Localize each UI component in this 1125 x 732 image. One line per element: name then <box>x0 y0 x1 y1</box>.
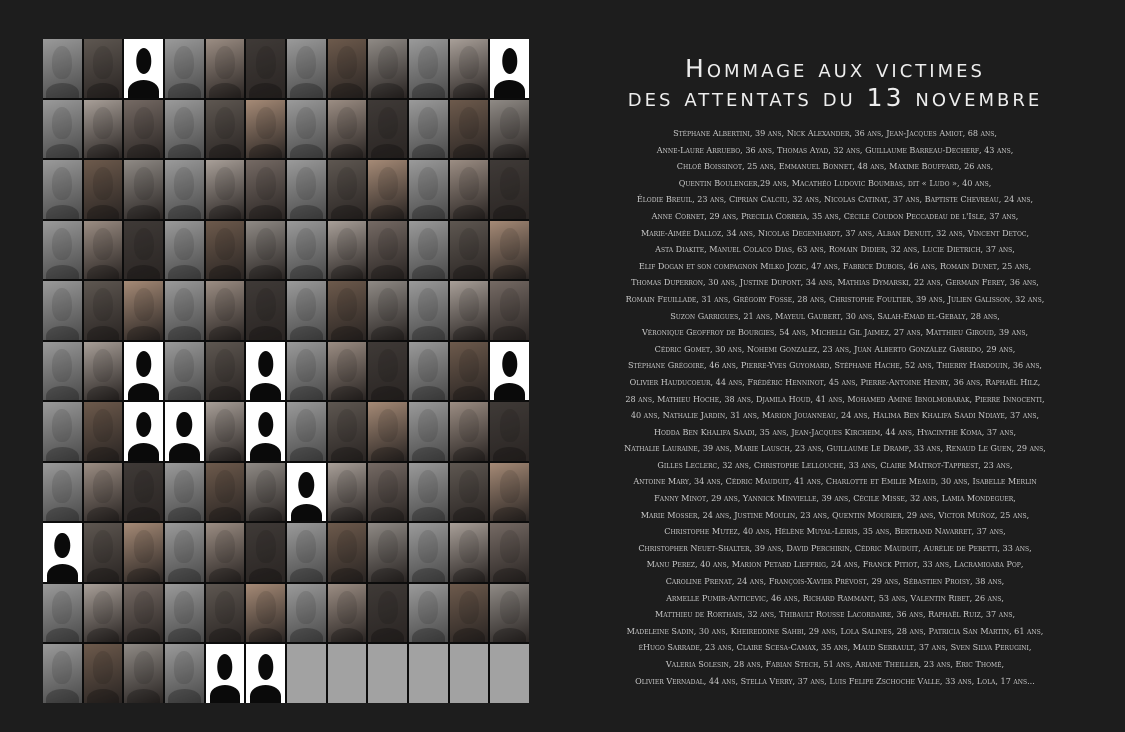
silhouette-placeholder <box>490 39 529 98</box>
victim-portrait <box>43 221 82 280</box>
names-line: Madeleine Sadin, 30 ans, Kheireddine Sahbi, 29 ans, Lola Salines, 28 ans, Patricia San Martin, 61 ans, <box>626 625 1044 636</box>
victim-portrait <box>368 402 407 461</box>
silhouette-placeholder <box>246 402 285 461</box>
names-line: Armelle Pumir-Anticevic, 46 ans, Richard Rammant, 53 ans, Valentin Ribet, 26 ans, <box>666 592 1004 603</box>
page-title <box>585 54 1085 112</box>
names-line: Thomas Duperron, 30 ans, Justine Dupont, 34 ans, Mathias Dymarski, 22 ans, Germain Ferey, 36 ans, <box>631 277 1039 288</box>
victim-portrait <box>490 160 529 219</box>
victim-portrait <box>124 160 163 219</box>
victim-portrait <box>450 402 489 461</box>
victim-portrait <box>206 342 245 401</box>
victim-names-list <box>585 125 1085 689</box>
victim-portrait <box>246 221 285 280</box>
victim-portrait <box>165 463 204 522</box>
victim-portrait <box>165 160 204 219</box>
victim-portrait <box>43 342 82 401</box>
names-line: Manu Perez, 40 ans, Marion Petard Lieffrig, 24 ans, Franck Pitiot, 33 ans, Lacramioara Pop, <box>646 559 1024 570</box>
victim-portrait <box>124 100 163 159</box>
victim-portrait <box>450 463 489 522</box>
names-line: 40 ans, Nathalie Jardin, 31 ans, Marion Jouanneau, 24 ans, Halima Ben Khalifa Saadi Ndiaye, 37 ans, <box>630 410 1040 421</box>
names-line: Anne-Laure Arruebo, 36 ans, Thomas Ayad, 32 ans, Guillaume Barreau-Decherf, 43 ans, <box>656 144 1014 155</box>
victim-portrait <box>368 39 407 98</box>
names-line: Stéphane Albertini, 39 ans, Nick Alexander, 36 ans, Jean-Jacques Amiot, 68 ans, <box>673 128 997 138</box>
victim-portrait <box>84 523 123 582</box>
victim-portrait <box>368 221 407 280</box>
victim-portrait <box>206 584 245 643</box>
victim-portrait <box>124 463 163 522</box>
victim-portrait <box>490 463 529 522</box>
names-line: Caroline Prenat, 24 ans, François-Xavier Prévost, 29 ans, Sébastien Proisy, 38 ans, <box>665 576 1005 587</box>
victim-portrait <box>409 100 448 159</box>
victim-portrait <box>206 39 245 98</box>
portrait-grid <box>43 39 529 703</box>
names-line: 28 ans, Mathieu Hoche, 38 ans, Djamila Houd, 41 ans, Mohamed Amine Ibnolmobarak, Pierre Innocenti, <box>625 393 1045 404</box>
silhouette-placeholder <box>124 39 163 98</box>
victim-portrait <box>206 281 245 340</box>
victim-portrait <box>328 584 367 643</box>
victim-portrait <box>287 523 326 582</box>
victim-portrait <box>84 100 123 159</box>
victim-portrait <box>84 39 123 98</box>
victim-portrait <box>287 281 326 340</box>
victim-portrait <box>165 342 204 401</box>
victim-portrait <box>246 281 285 340</box>
victim-portrait <box>490 402 529 461</box>
victim-portrait <box>43 100 82 159</box>
victim-portrait <box>409 402 448 461</box>
title-line-1: Hommage aux victimes <box>685 54 985 83</box>
silhouette-placeholder <box>165 402 204 461</box>
victim-portrait <box>409 221 448 280</box>
victim-portrait <box>165 221 204 280</box>
victim-portrait <box>165 644 204 703</box>
victim-portrait <box>328 523 367 582</box>
empty-portrait-slot <box>490 644 529 703</box>
victim-portrait <box>206 160 245 219</box>
victim-portrait <box>287 100 326 159</box>
victim-portrait <box>450 39 489 98</box>
names-line: Fanny Minot, 29 ans, Yannick Minvielle, 39 ans, Cécile Misse, 32 ans, Lamia Mondeguer, <box>654 493 1016 504</box>
victim-portrait <box>43 584 82 643</box>
victim-portrait <box>409 584 448 643</box>
victim-portrait <box>409 39 448 98</box>
names-line: Gilles Leclerc, 32 ans, Christophe Lellouche, 33 ans, Claire Maîtrot-Tapprest, 23 ans, <box>657 459 1013 470</box>
victim-portrait <box>165 523 204 582</box>
victim-portrait <box>368 584 407 643</box>
victim-portrait <box>246 39 285 98</box>
victim-portrait <box>287 160 326 219</box>
victim-portrait <box>206 463 245 522</box>
victim-portrait <box>490 281 529 340</box>
victim-portrait <box>450 523 489 582</box>
victim-portrait <box>409 463 448 522</box>
victim-portrait <box>328 463 367 522</box>
names-line: Véronique Geoffroy de Bourgies, 54 ans, Michelli Gil Jaimez, 27 ans, Matthieu Giroud, 39 ans, <box>641 327 1029 338</box>
victim-portrait <box>368 463 407 522</box>
victim-portrait <box>84 402 123 461</box>
names-line: Elif Dogan et son compagnon Milko Jozic, 47 ans, Fabrice Dubois, 46 ans, Romain Dunet, 25 ans, <box>638 260 1032 271</box>
names-line: Matthieu de Rorthais, 32 ans, Thibault Rousse Lacordaire, 36 ans, Raphaël Ruiz, 37 ans, <box>654 609 1016 620</box>
silhouette-placeholder <box>287 463 326 522</box>
victim-portrait <box>328 342 367 401</box>
silhouette-placeholder <box>124 342 163 401</box>
empty-portrait-slot <box>368 644 407 703</box>
victim-portrait <box>328 100 367 159</box>
silhouette-placeholder <box>246 342 285 401</box>
empty-portrait-slot <box>450 644 489 703</box>
victim-portrait <box>246 463 285 522</box>
names-line: Nathalie Lauraine, 39 ans, Marie Lausch, 23 ans, Guillaume Le Dramp, 33 ans, Renaud Le Guen, 29 ans, <box>624 443 1046 454</box>
victim-portrait <box>450 342 489 401</box>
names-line: Anne Cornet, 29 ans, Precilia Correia, 35 ans, Cécile Coudon Peccadeau de l'Isle, 37 ans, <box>651 210 1019 221</box>
victim-portrait <box>124 523 163 582</box>
victim-portrait <box>287 342 326 401</box>
names-line: Cédric Gomet, 30 ans, Nohemi Gonzalez, 23 ans, Juan Alberto González Garrido, 29 ans, <box>654 343 1016 354</box>
victim-portrait <box>490 221 529 280</box>
victim-portrait <box>124 644 163 703</box>
victim-portrait <box>43 463 82 522</box>
names-line: Suzon Garrigues, 21 ans, Mayeul Gaubert, 30 ans, Salah-Emad el-Gebaly, 28 ans, <box>670 310 1000 321</box>
victim-portrait <box>84 221 123 280</box>
names-line: Valeria Solesin, 28 ans, Fabian Stech, 51 ans, Ariane Theiller, 23 ans, Eric Thomé, <box>665 659 1005 669</box>
victim-portrait <box>246 100 285 159</box>
names-line: Antoine Mary, 34 ans, Cédric Mauduit, 41 ans, Charlotte et Emilie Meaud, 30 ans, Isabelle Merlin <box>633 476 1037 487</box>
names-line: Olivier Vernadal, 44 ans, Stella Verry, 37 ans, Luis Felipe Zschoche Valle, 33 ans, Lola, 17 ans... <box>635 675 1035 686</box>
victim-portrait <box>490 523 529 582</box>
victim-portrait <box>328 281 367 340</box>
victim-portrait <box>165 39 204 98</box>
victim-portrait <box>409 160 448 219</box>
empty-portrait-slot <box>409 644 448 703</box>
victim-portrait <box>450 221 489 280</box>
names-line: Christopher Neuet-Shalter, 39 ans, David Perchirin, Cédric Mauduit, Aurélie de Peretti, 33 ans, <box>638 542 1032 553</box>
victim-portrait <box>368 100 407 159</box>
names-line: éHugo Sarrade, 23 ans, Claire Scesa-Camax, 35 ans, Maud Serrault, 37 ans, Sven Silva Perugini, <box>638 642 1032 653</box>
victim-portrait <box>43 402 82 461</box>
victim-portrait <box>368 342 407 401</box>
victim-portrait <box>43 281 82 340</box>
silhouette-placeholder <box>43 523 82 582</box>
silhouette-placeholder <box>246 644 285 703</box>
victim-portrait <box>328 221 367 280</box>
victim-portrait <box>450 160 489 219</box>
victim-portrait <box>490 584 529 643</box>
victim-portrait <box>246 584 285 643</box>
victim-portrait <box>409 342 448 401</box>
names-line: Marie-Aimée Dalloz, 34 ans, Nicolas Degenhardt, 37 ans, Alban Denuit, 32 ans, Vincent Detoc, <box>640 227 1030 238</box>
victim-portrait <box>409 281 448 340</box>
victim-portrait <box>246 523 285 582</box>
victim-portrait <box>490 100 529 159</box>
victim-portrait <box>165 584 204 643</box>
victim-portrait <box>43 39 82 98</box>
victim-portrait <box>124 584 163 643</box>
victim-portrait <box>124 221 163 280</box>
empty-portrait-slot <box>328 644 367 703</box>
victim-portrait <box>206 402 245 461</box>
names-line: Christophe Mutez, 40 ans, Hélène Muyal-Leiris, 35 ans, Bertrand Navarret, 37 ans, <box>664 526 1006 537</box>
victim-portrait <box>328 39 367 98</box>
victim-portrait <box>84 281 123 340</box>
names-line: Olivier Hauducoeur, 44 ans, Frédéric Henninot, 45 ans, Pierre-Antoine Henry, 36 ans, Raphaël Hilz, <box>629 376 1041 387</box>
victim-portrait <box>84 342 123 401</box>
victim-portrait <box>368 281 407 340</box>
victim-portrait <box>368 160 407 219</box>
victim-portrait <box>84 644 123 703</box>
victim-portrait <box>43 160 82 219</box>
title-line-2: des attentats du 13 novembre <box>627 83 1043 112</box>
victim-portrait <box>287 402 326 461</box>
victim-portrait <box>206 523 245 582</box>
names-line: Romain Feuillade, 31 ans, Grégory Fosse, 28 ans, Christophe Foultier, 39 ans, Julien Galisson, 32 ans, <box>625 293 1045 304</box>
victim-portrait <box>246 160 285 219</box>
victim-portrait <box>450 281 489 340</box>
victim-portrait <box>206 221 245 280</box>
victim-portrait <box>206 100 245 159</box>
names-line: Stéphane Grégoire, 46 ans, Pierre-Yves Guyomard, Stéphane Hache, 52 ans, Thierry Hardouin, 36 ans, <box>627 360 1043 371</box>
victim-portrait <box>328 160 367 219</box>
empty-portrait-slot <box>287 644 326 703</box>
victim-portrait <box>287 39 326 98</box>
names-line: Élodie Breuil, 23 ans, Ciprian Calciu, 32 ans, Nicolas Catinat, 37 ans, Baptiste Chevreau, 24 ans, <box>636 194 1034 205</box>
victim-portrait <box>124 281 163 340</box>
victim-portrait <box>450 584 489 643</box>
names-line: Quentin Boulenger,29 ans, Macathéo Ludovic Boumbas, dit « Ludo », 40 ans, <box>678 177 992 188</box>
names-line: Chloé Boissinot, 25 ans, Emmanuel Bonnet, 48 ans, Maxime Bouffard, 26 ans, <box>676 161 994 172</box>
names-line: Asta Diakite, Manuel Colaco Dias, 63 ans, Romain Didier, 32 ans, Lucie Dietrich, 37 ans, <box>655 244 1015 255</box>
victim-portrait <box>43 644 82 703</box>
victim-portrait <box>409 523 448 582</box>
silhouette-placeholder <box>490 342 529 401</box>
names-line: Marie Mosser, 24 ans, Justine Moulin, 23 ans, Quentin Mourier, 29 ans, Victor Muñoz, 25 ans, <box>640 509 1030 520</box>
victim-portrait <box>328 402 367 461</box>
victim-portrait <box>450 100 489 159</box>
victim-portrait <box>165 281 204 340</box>
victim-portrait <box>84 584 123 643</box>
names-line: Hodda Ben Khalifa Saadi, 35 ans, Jean-Jacques Kircheim, 44 ans, Hyacinthe Koma, 37 ans, <box>653 426 1017 437</box>
victim-portrait <box>84 160 123 219</box>
silhouette-placeholder <box>206 644 245 703</box>
victim-portrait <box>287 221 326 280</box>
silhouette-placeholder <box>124 402 163 461</box>
victim-portrait <box>287 584 326 643</box>
victim-portrait <box>165 100 204 159</box>
victim-portrait <box>368 523 407 582</box>
victim-portrait <box>84 463 123 522</box>
